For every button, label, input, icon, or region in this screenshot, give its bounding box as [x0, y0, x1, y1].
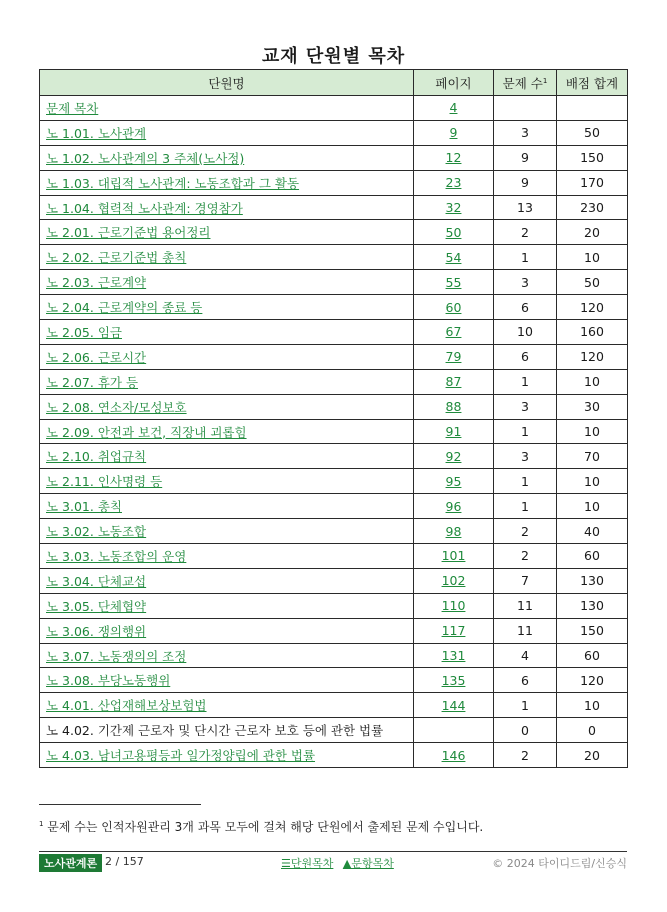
- unit-name-cell: [40, 469, 414, 494]
- toc-row: [40, 145, 628, 170]
- unit-link[interactable]: 노 2.06. 근로시간: [46, 349, 147, 365]
- score-total-cell: 30: [557, 394, 628, 419]
- unit-link[interactable]: 노 3.05. 단체협약: [46, 598, 147, 614]
- unit-link[interactable]: 노 3.02. 노동조합: [46, 524, 147, 540]
- page-link[interactable]: 23: [445, 175, 462, 191]
- score-total-cell: 130: [557, 593, 628, 618]
- toc-row: [40, 96, 628, 121]
- unit-link[interactable]: 노 1.03. 대립적 노사관계: 노동조합과 그 활동: [46, 175, 300, 191]
- score-total-cell: 20: [557, 743, 628, 768]
- score-total-cell: 160: [557, 320, 628, 345]
- unit-name-cell: [40, 544, 414, 569]
- header-unit-name: 단원명: [40, 70, 414, 96]
- toc-row: [40, 419, 628, 444]
- footer-divider: [39, 851, 627, 852]
- page-cell: [414, 718, 494, 743]
- page-cell: [414, 195, 494, 220]
- question-count-cell: 3: [494, 394, 557, 419]
- page-cell: [414, 295, 494, 320]
- unit-link[interactable]: 노 2.01. 근로기준법 용어정리: [46, 225, 211, 241]
- page-link[interactable]: 32: [445, 200, 462, 215]
- page-cell: [414, 469, 494, 494]
- unit-link[interactable]: 노 1.04. 협력적 노사관계: 경영참가: [46, 200, 243, 216]
- page-link[interactable]: 110: [441, 598, 466, 614]
- page-cell: [414, 643, 494, 668]
- question-count-cell: 7: [494, 568, 557, 593]
- unit-name-cell: [40, 568, 414, 593]
- page-indicator: 2 / 157: [105, 855, 144, 868]
- score-total-cell: 130: [557, 568, 628, 593]
- unit-name-cell: [40, 270, 414, 295]
- unit-link[interactable]: 노 3.04. 단체교섭: [46, 573, 147, 589]
- question-count-cell: 13: [494, 195, 557, 220]
- footnote-ref: 1: [542, 76, 548, 85]
- score-total-cell: 20: [557, 220, 628, 245]
- question-count-cell: 3: [494, 120, 557, 145]
- question-count-cell: 0: [494, 718, 557, 743]
- page-link[interactable]: 117: [441, 623, 466, 639]
- unit-name-cell: [40, 369, 414, 394]
- unit-name-cell: [40, 96, 414, 121]
- toc-row: [40, 195, 628, 220]
- page-cell: [414, 593, 494, 618]
- question-count-cell: 1: [494, 693, 557, 718]
- page-link[interactable]: 102: [441, 573, 466, 589]
- question-count-cell: 1: [494, 245, 557, 270]
- unit-link[interactable]: 노 2.02. 근로기준법 총칙: [46, 250, 187, 266]
- question-count-cell: 1: [494, 494, 557, 519]
- unit-name-cell: [40, 444, 414, 469]
- toc-row: [40, 320, 628, 345]
- unit-link[interactable]: 노 3.07. 노동쟁의의 조정: [46, 648, 187, 664]
- score-total-cell: 10: [557, 693, 628, 718]
- page-link[interactable]: 79: [445, 349, 462, 365]
- page-link[interactable]: 95: [445, 473, 462, 489]
- unit-link[interactable]: 노 2.08. 연소자/모성보호: [46, 399, 187, 415]
- page-link[interactable]: 92: [445, 448, 462, 464]
- toc-row: [40, 444, 628, 469]
- question-count-cell: 3: [494, 444, 557, 469]
- question-toc-link[interactable]: ▲문항목차: [342, 857, 394, 870]
- question-count-cell: 4: [494, 643, 557, 668]
- question-count-cell: 11: [494, 618, 557, 643]
- page-link[interactable]: 88: [445, 399, 462, 415]
- question-count-cell: 9: [494, 145, 557, 170]
- score-total-cell: 10: [557, 469, 628, 494]
- score-total-cell: 0: [557, 718, 628, 743]
- unit-name-cell: [40, 344, 414, 369]
- unit-link[interactable]: 노 2.07. 휴가 등: [46, 374, 139, 390]
- score-total-cell: 40: [557, 519, 628, 544]
- page-cell: [414, 270, 494, 295]
- score-total-cell: 10: [557, 494, 628, 519]
- score-total-cell: 120: [557, 344, 628, 369]
- toc-row: [40, 743, 628, 768]
- toc-row: [40, 394, 628, 419]
- page-link[interactable]: 96: [445, 498, 462, 514]
- page-cell: [414, 444, 494, 469]
- page-cell: [414, 743, 494, 768]
- question-count-cell: 1: [494, 469, 557, 494]
- page-link[interactable]: 98: [445, 523, 462, 539]
- page-cell: [414, 320, 494, 345]
- footer-nav: [281, 855, 400, 871]
- question-count-cell: 1: [494, 369, 557, 394]
- unit-link[interactable]: 노 1.01. 노사관계: [46, 125, 147, 141]
- page-cell: [414, 369, 494, 394]
- score-total-cell: 120: [557, 668, 628, 693]
- page-link[interactable]: 9: [449, 125, 458, 141]
- unit-link[interactable]: 노 2.10. 취업규칙: [46, 449, 147, 465]
- score-total-cell: 50: [557, 120, 628, 145]
- question-count-cell: 9: [494, 170, 557, 195]
- footnote: [39, 818, 483, 835]
- unit-name-cell: [40, 643, 414, 668]
- question-count-cell: 10: [494, 320, 557, 345]
- toc-row: [40, 568, 628, 593]
- score-total-cell: 150: [557, 618, 628, 643]
- footnote-text: 문제 수는 인적자원관리 3개 과목 모두에 걸쳐 해당 단원에서 출제된 문제 수입니다.: [47, 820, 484, 834]
- unit-name-cell: [40, 743, 414, 768]
- unit-link[interactable]: 노 2.05. 임금: [46, 324, 122, 340]
- page-cell: [414, 344, 494, 369]
- subject-badge: 노사관계론: [39, 854, 102, 872]
- toc-row: [40, 718, 628, 743]
- page-cell: [414, 494, 494, 519]
- page-cell: [414, 519, 494, 544]
- page-cell: [414, 120, 494, 145]
- unit-name-cell: [40, 295, 414, 320]
- unit-name-cell: [40, 419, 414, 444]
- page-link[interactable]: 91: [445, 424, 462, 440]
- unit-toc-link[interactable]: ☰단원목차: [281, 857, 334, 870]
- score-total-cell: 170: [557, 170, 628, 195]
- unit-name-cell: [40, 145, 414, 170]
- unit-link[interactable]: 노 2.09. 안전과 보건, 직장내 괴롭힘: [46, 424, 247, 440]
- toc-row: [40, 593, 628, 618]
- score-total-cell: 50: [557, 270, 628, 295]
- header-page: 페이지: [414, 70, 494, 96]
- unit-name-cell: [40, 245, 414, 270]
- page-cell: [414, 419, 494, 444]
- unit-name-cell: [40, 519, 414, 544]
- page-link[interactable]: 4: [449, 100, 458, 116]
- page-cell: [414, 568, 494, 593]
- unit-name-cell: [40, 394, 414, 419]
- question-count-cell: 2: [494, 544, 557, 569]
- question-count-cell: 2: [494, 743, 557, 768]
- toc-row: [40, 643, 628, 668]
- header-question-count-label: 문제 수: [502, 75, 543, 91]
- unit-name-cell: [40, 718, 414, 743]
- page-cell: [414, 170, 494, 195]
- page-link[interactable]: 146: [441, 747, 466, 763]
- page-link[interactable]: 87: [445, 374, 462, 390]
- question-count-cell: 6: [494, 344, 557, 369]
- unit-link[interactable]: 노 2.04. 근로계약의 종료 등: [46, 300, 203, 316]
- page-link[interactable]: 101: [441, 548, 466, 564]
- page-title: 교재 단원별 목차: [261, 46, 406, 67]
- score-total-cell: 10: [557, 369, 628, 394]
- question-count-cell: 2: [494, 519, 557, 544]
- toc-row: [40, 494, 628, 519]
- unit-link[interactable]: 노 2.11. 인사명령 등: [46, 474, 163, 490]
- question-count-cell: 11: [494, 593, 557, 618]
- page-link[interactable]: 60: [445, 299, 462, 315]
- score-total-cell: 120: [557, 295, 628, 320]
- score-total-cell: [557, 96, 628, 121]
- toc-row: [40, 120, 628, 145]
- page-footer: [39, 854, 627, 870]
- page-cell: [414, 96, 494, 121]
- page-cell: [414, 220, 494, 245]
- score-total-cell: 60: [557, 544, 628, 569]
- header-question-count: [494, 70, 557, 96]
- score-total-cell: 10: [557, 419, 628, 444]
- footnote-divider: [39, 804, 201, 805]
- page-link[interactable]: 131: [441, 648, 466, 664]
- page-link[interactable]: 55: [445, 274, 462, 290]
- toc-row: [40, 469, 628, 494]
- unit-link[interactable]: 노 3.01. 총칙: [46, 499, 122, 515]
- score-total-cell: 70: [557, 444, 628, 469]
- page-cell: [414, 245, 494, 270]
- unit-name-cell: [40, 618, 414, 643]
- unit-name-cell: [40, 170, 414, 195]
- unit-name-cell: [40, 120, 414, 145]
- toc-row: [40, 270, 628, 295]
- unit-link[interactable]: 노 3.06. 쟁의행위: [46, 623, 147, 639]
- toc-row: [40, 295, 628, 320]
- question-count-cell: 6: [494, 668, 557, 693]
- unit-name-cell: [40, 494, 414, 519]
- copyright: © 2024 타이디드림/신승식: [492, 857, 627, 870]
- unit-name: 노 4.02. 기간제 근로자 및 단시간 근로자 보호 등에 관한 법률: [46, 723, 384, 739]
- page-link[interactable]: 144: [441, 697, 466, 713]
- unit-name-cell: [40, 693, 414, 718]
- unit-link[interactable]: 노 3.08. 부당노동행위: [46, 673, 171, 689]
- toc-row: [40, 220, 628, 245]
- question-count-cell: 3: [494, 270, 557, 295]
- toc-row: [40, 693, 628, 718]
- page-link[interactable]: 12: [445, 150, 462, 166]
- score-total-cell: 10: [557, 245, 628, 270]
- score-total-cell: 150: [557, 145, 628, 170]
- page-link[interactable]: 54: [445, 249, 462, 265]
- unit-name-cell: [40, 195, 414, 220]
- page-cell: [414, 145, 494, 170]
- question-count-cell: 2: [494, 220, 557, 245]
- page-link[interactable]: 50: [445, 224, 462, 240]
- toc-row: [40, 245, 628, 270]
- toc-table: [39, 69, 628, 768]
- page-cell: [414, 668, 494, 693]
- score-total-cell: 230: [557, 195, 628, 220]
- footnote-mark: 1: [39, 820, 44, 828]
- header-score-total: 배점 합계: [557, 70, 628, 96]
- unit-name-cell: [40, 320, 414, 345]
- score-total-cell: 60: [557, 643, 628, 668]
- page-link[interactable]: 135: [441, 672, 466, 688]
- toc-body: [40, 96, 628, 768]
- unit-name-cell: [40, 668, 414, 693]
- toc-row: [40, 544, 628, 569]
- unit-name-cell: [40, 220, 414, 245]
- unit-name-cell: [40, 593, 414, 618]
- unit-link[interactable]: 노 4.01. 산업재해보상보험법: [46, 698, 207, 714]
- page-cell: [414, 544, 494, 569]
- unit-link[interactable]: 노 4.03. 남녀고용평등과 일가정양립에 관한 법률: [46, 748, 316, 764]
- toc-row: [40, 344, 628, 369]
- question-count-cell: 6: [494, 295, 557, 320]
- toc-row: [40, 519, 628, 544]
- toc-row: [40, 618, 628, 643]
- unit-link[interactable]: 노 1.02. 노사관계의 3 주체(노사정): [46, 150, 245, 166]
- question-count-cell: [494, 96, 557, 121]
- page-cell: [414, 693, 494, 718]
- unit-link[interactable]: 문제 목차: [46, 100, 99, 116]
- page-cell: [414, 394, 494, 419]
- unit-link[interactable]: 노 2.03. 근로계약: [46, 275, 147, 291]
- question-count-cell: 1: [494, 419, 557, 444]
- page-cell: [414, 618, 494, 643]
- page-link[interactable]: 67: [445, 324, 462, 340]
- toc-header-row: [40, 70, 628, 96]
- toc-row: [40, 170, 628, 195]
- toc-row: [40, 668, 628, 693]
- unit-link[interactable]: 노 3.03. 노동조합의 운영: [46, 548, 187, 564]
- toc-row: [40, 369, 628, 394]
